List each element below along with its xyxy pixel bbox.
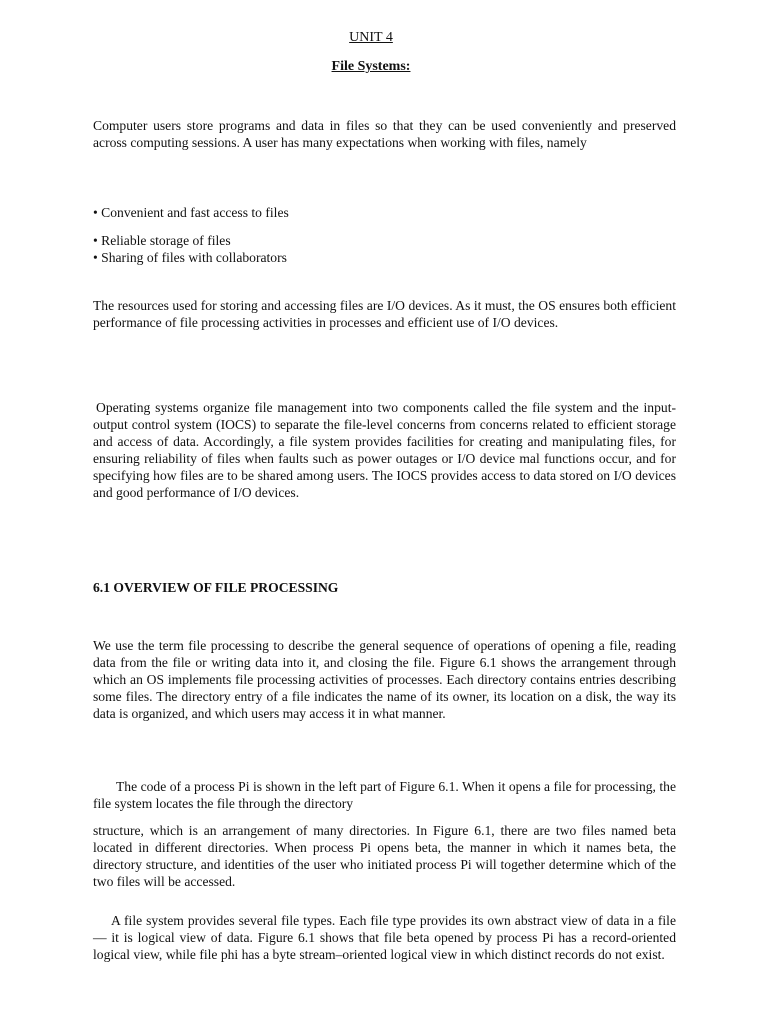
file-processing-paragraph: We use the term file processing to describe the general sequence of operations of opening a file, reading data from the file or writing data into it, and closing the file. Figure 6.1 shows the arrangement through which an OS implements file processing activities of processes. Each directory contains entries describing some files. The directory entry of a file indicates the name of its owner, its location on a disk, the way its data is organized, and which users may access it in what manner. [93,638,676,721]
page-title: File Systems: [331,59,411,74]
components-paragraph: Operating systems organize file management into two components called the file system and the input-output control system (IOCS) to separate the file-level concerns from concerns related to efficient storage and access of data. Accordingly, a file system provides facilities for creating and manipulating files, for ensuring reliability of files when faults such as power outages or I/O device mal functions occur, and for specifying how files are to be shared among users. The IOCS provides access to data stored on I/O devices and good performance of I/O devices. [93,400,676,500]
bullet-item-access: • Convenient and fast access to files [93,205,289,220]
resources-paragraph: The resources used for storing and accessing files are I/O devices. As it must, the OS ensures both efficient performance of file processing activities in processes and efficient use of I/O devices. [93,298,676,330]
directory-structure-paragraph: structure, which is an arrangement of many directories. In Figure 6.1, there are two files named beta located in different directories. When process Pi opens beta, the manner in which it names beta, the directory structure, and identities of the user who initiated process Pi will together determine which of the two files will be accessed. [93,823,676,889]
unit-label: UNIT 4 [349,30,393,45]
process-code-paragraph: The code of a process Pi is shown in the left part of Figure 6.1. When it opens a file for processing, the file system locates the file through the directory [93,779,676,811]
bullet-item-sharing: • Sharing of files with collaborators [93,250,287,265]
intro-paragraph: Computer users store programs and data in files so that they can be used conveniently and preserved across computing sessions. A user has many expectations when working with files, namely [93,118,676,150]
bullet-item-storage: • Reliable storage of files [93,233,231,248]
file-types-paragraph: A file system provides several file types. Each file type provides its own abstract view of data in a file— it is logical view of data. Figure 6.1 shows that file beta opened by process Pi has a record-oriented logical view, while file phi has a byte stream–oriented logical view in which distinct records do not exist. [93,913,676,962]
section-heading: 6.1 OVERVIEW OF FILE PROCESSING [93,580,339,595]
